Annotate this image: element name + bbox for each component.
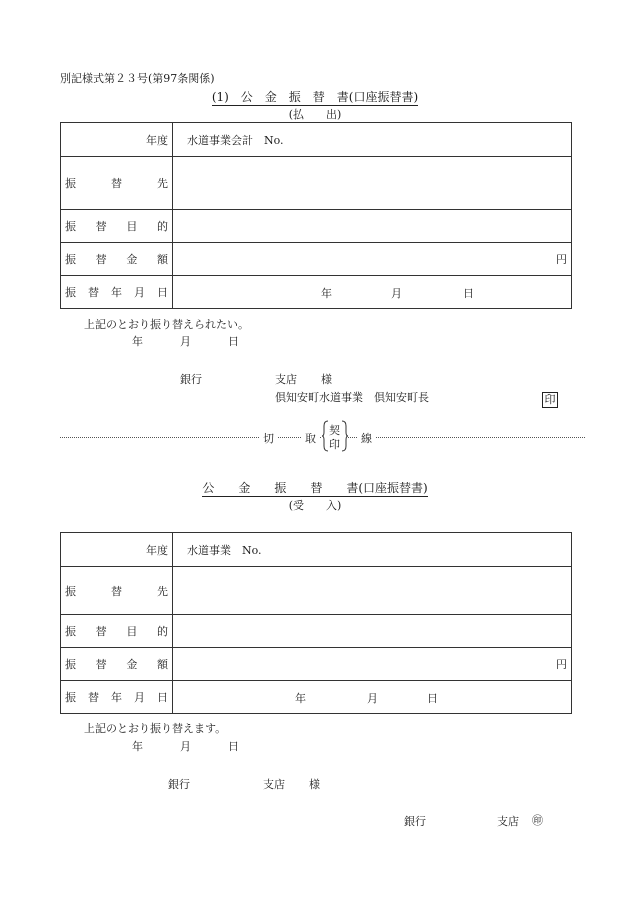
part1-issuer: 倶知安町水道事業 倶知安町長: [275, 391, 429, 404]
yen-unit: 円: [556, 253, 567, 266]
part1-subtitle: (払 出): [288, 108, 342, 121]
furikae-saki-label: 振 替 先: [61, 567, 173, 615]
furikae-saki-label: 振 替 先: [61, 157, 173, 210]
part1-date-month: 月: [180, 335, 191, 348]
part2-date-day: 日: [228, 740, 239, 753]
furikae-date-field[interactable]: 年 月 日: [173, 276, 572, 309]
part2-statement: 上記のとおり振り替えます。: [84, 722, 227, 735]
furikae-date-field[interactable]: 年 月 日: [173, 681, 572, 714]
furikae-mokuteki-field[interactable]: [173, 615, 572, 648]
part1-date-year: 年: [132, 335, 143, 348]
furikae-date-label: 振 替 年 月 日: [61, 276, 173, 309]
furikae-saki-field[interactable]: [173, 567, 572, 615]
nendo-label: 年度: [61, 123, 173, 157]
furikae-mokuteki-field[interactable]: [173, 210, 572, 243]
part1-form-table: [60, 122, 572, 309]
nendo-label: 年度: [61, 533, 173, 567]
furikae-kingaku-label: 振 替 金 額: [61, 243, 173, 276]
part2-branch2: 支店: [497, 815, 519, 828]
nendo-value[interactable]: 水道事業会計 No.: [173, 123, 572, 157]
part2-bank: 銀行: [168, 778, 190, 791]
furikae-kingaku-field[interactable]: [173, 648, 572, 681]
seal-stamp: 印: [542, 392, 558, 408]
part1-date-day: 日: [228, 335, 239, 348]
part2-form-table: [60, 532, 572, 714]
part1-branch: 支店: [275, 373, 297, 386]
furikae-date-label: 振 替 年 月 日: [61, 681, 173, 714]
part2-bank2: 銀行: [404, 815, 426, 828]
part1-statement: 上記のとおり振り替えられたい。: [84, 318, 249, 331]
yen-unit: 円: [556, 658, 567, 671]
part1-title: (1) 公 金 振 替 書(口座振替書): [211, 90, 419, 104]
cut-kiri: 切: [260, 430, 277, 446]
part2-date-month: 月: [180, 740, 191, 753]
nendo-value[interactable]: 水道事業 No.: [173, 533, 572, 567]
part2-seal-icon: ㊞: [532, 814, 543, 827]
part2-branch: 支店: [263, 778, 285, 791]
cut-tori: 取: [302, 430, 319, 446]
furikae-saki-field[interactable]: [173, 157, 572, 210]
furikae-kingaku-label: 振 替 金 額: [61, 648, 173, 681]
keiin-box: [322, 420, 348, 452]
part2-title: 公 金 振 替 書(口座振替書): [202, 481, 428, 495]
part1-sama: 様: [321, 373, 332, 386]
part2-subtitle: (受 入): [288, 499, 342, 512]
part1-bank: 銀行: [180, 373, 202, 386]
form-number: 別記様式第２３号(第97条関係): [60, 72, 215, 85]
furikae-mokuteki-label: 振 替 目 的: [61, 615, 173, 648]
furikae-kingaku-field[interactable]: [173, 243, 572, 276]
keiin-char-2: 印: [329, 438, 340, 451]
part2-date-year: 年: [132, 740, 143, 753]
keiin-char-1: 契: [329, 424, 340, 437]
cut-sen: 線: [358, 430, 375, 446]
part2-sama: 様: [309, 778, 320, 791]
furikae-mokuteki-label: 振 替 目 的: [61, 210, 173, 243]
